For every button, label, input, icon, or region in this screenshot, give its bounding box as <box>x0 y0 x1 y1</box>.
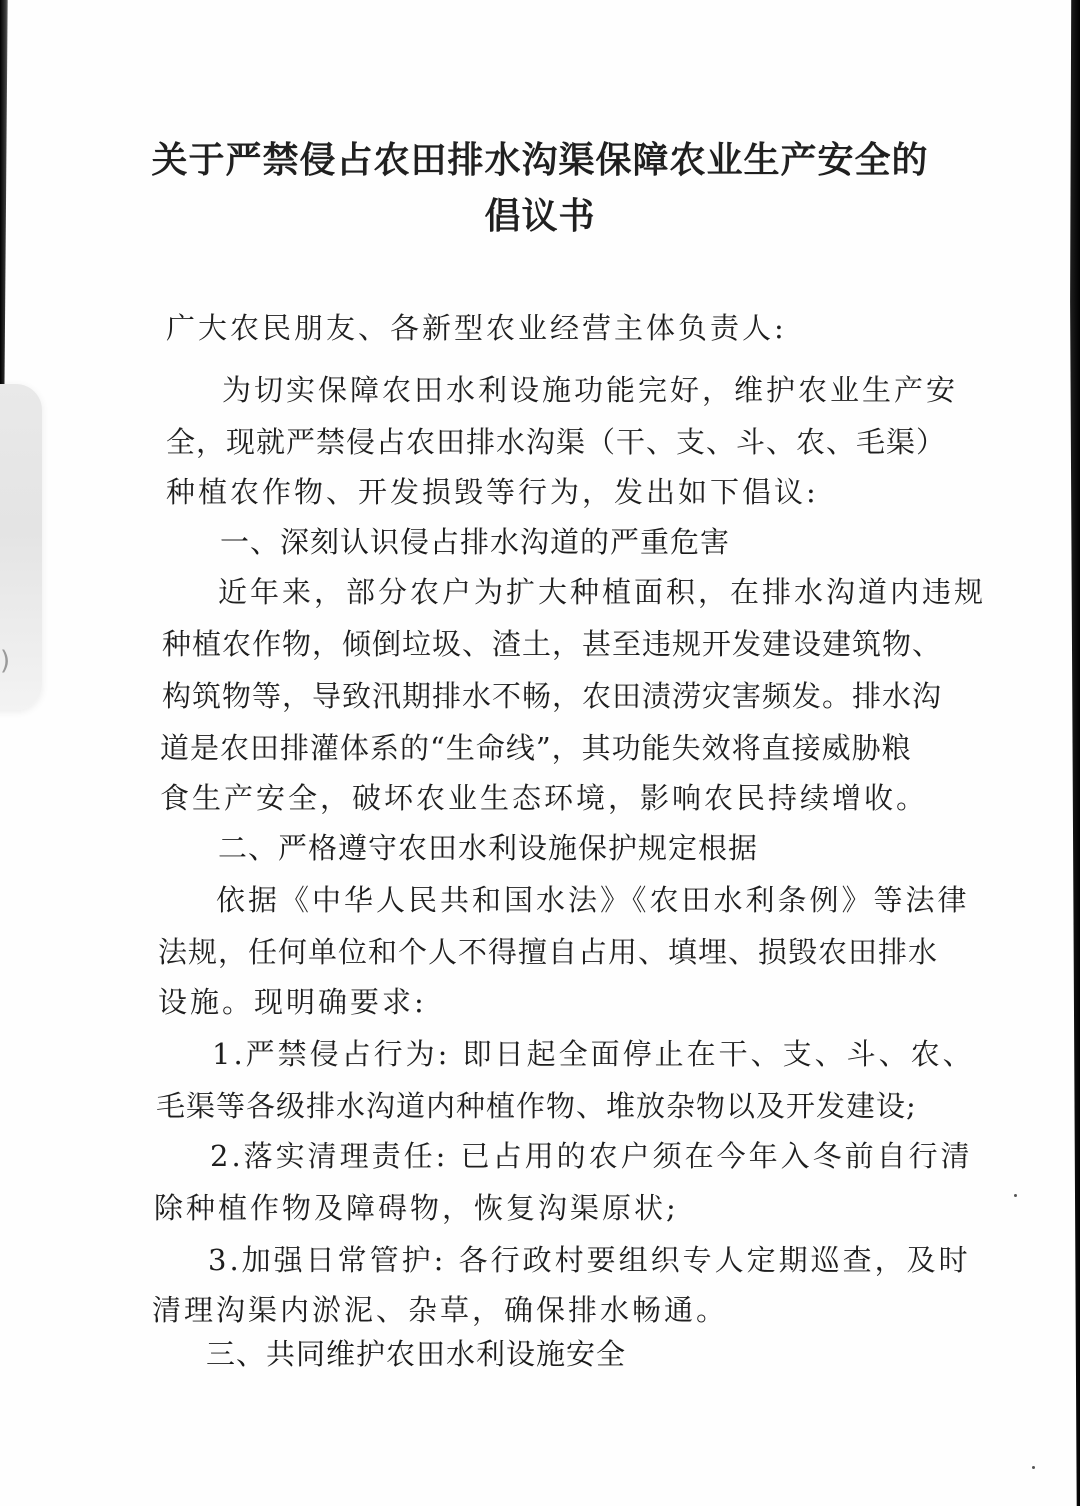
section-2-heading: 二、严格遵守农田水利设施保护规定根据 <box>218 831 759 865</box>
section-2-line-1: 依据《中华人民共和国水法》《农田水利条例》等法律 <box>216 883 970 917</box>
document-title-line-2: 倡议书 <box>484 196 596 237</box>
section-1-line-1: 近年来，部分农户为扩大种植面积，在排水沟道内违规 <box>218 575 987 609</box>
intro-line-2: 全，现就严禁侵占农田排水沟渠（干、支、斗、农、毛渠） <box>166 425 947 459</box>
section-2-line-3: 设施。现明确要求: <box>158 985 427 1019</box>
scan-speck <box>1032 1466 1035 1469</box>
section-1-line-3: 构筑物等，导致汛期排水不畅，农田渍涝灾害频发。排水沟 <box>162 679 943 713</box>
intro-line-3: 种植农作物、开发损毁等行为，发出如下倡议: <box>166 475 819 509</box>
requirement-2-line-2: 除种植作物及障碍物，恢复沟渠原状; <box>154 1191 679 1225</box>
section-1-line-2: 种植农作物，倾倒垃圾、渣土，甚至违规开发建设建筑物、 <box>162 627 943 661</box>
section-1-heading: 一、深刻认识侵占排水沟道的严重危害 <box>220 525 731 559</box>
section-3-heading: 三、共同维护农田水利设施安全 <box>206 1337 627 1371</box>
section-2-line-2: 法规，任何单位和个人不得擅自占用、填埋、损毁农田排水 <box>158 935 939 969</box>
requirement-1-line-2: 毛渠等各级排水沟道内种植作物、堆放杂物以及开发建设; <box>156 1089 917 1123</box>
requirement-3-line-1: 3.加强日常管护: 各行政村要组织专人定期巡查，及时 <box>208 1243 971 1277</box>
requirement-3-line-2: 清理沟渠内淤泥、杂草，确保排水畅通。 <box>152 1293 729 1327</box>
scan-speck <box>1014 1194 1017 1197</box>
document-title-line-1: 关于严禁侵占农田排水沟渠保障农业生产安全的 <box>151 140 929 181</box>
side-panel-glyph: ) <box>0 646 11 676</box>
salutation: 广大农民朋友、各新型农业经营主体负责人: <box>166 311 787 345</box>
section-1-line-4: 道是农田排灌体系的“生命线”，其功能失效将直接威胁粮 <box>160 731 912 765</box>
intro-line-1: 为切实保障农田水利设施功能完好，维护农业生产安 <box>222 373 959 407</box>
requirement-2-line-1: 2.落实清理责任: 已占用的农户须在今年入冬前自行清 <box>210 1139 973 1173</box>
section-1-line-5: 食生产安全，破坏农业生态环境，影响农民持续增收。 <box>160 781 929 815</box>
requirement-1-line-1: 1.严禁侵占行为: 即日起全面停止在干、支、斗、农、 <box>212 1037 975 1071</box>
